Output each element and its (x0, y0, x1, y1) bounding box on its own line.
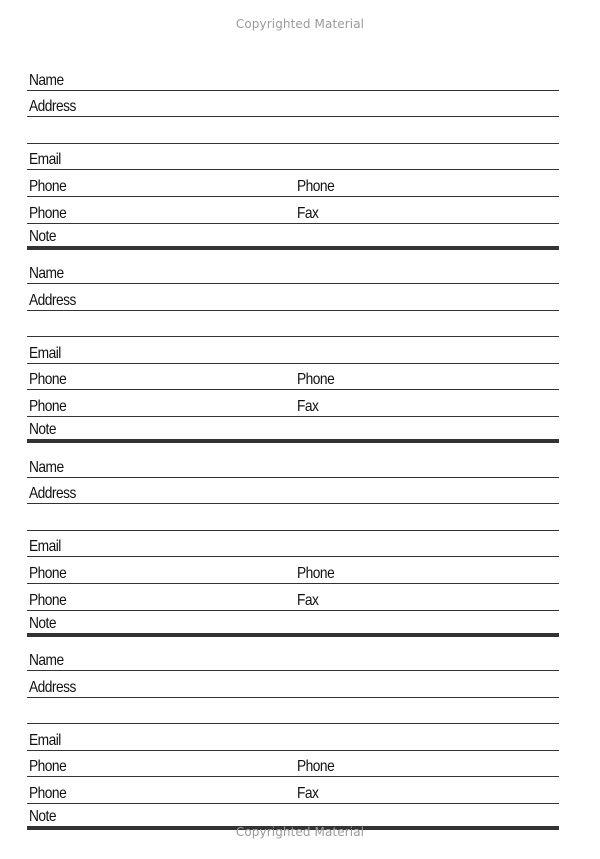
phone-label: Phone (29, 785, 67, 803)
phone-fax-row[interactable] (27, 197, 559, 224)
note-label: Note (29, 421, 57, 439)
name-label: Name (29, 265, 64, 283)
address-book-entries (27, 64, 559, 838)
phone-row[interactable] (27, 751, 559, 778)
contact-entry (27, 64, 559, 258)
email-row[interactable] (27, 724, 559, 751)
phone-fax-row[interactable] (27, 777, 559, 804)
email-row[interactable] (27, 337, 559, 364)
name-row[interactable] (27, 258, 559, 285)
note-row[interactable] (27, 224, 559, 250)
phone-label: Phone (29, 398, 67, 416)
note-label: Note (29, 614, 57, 632)
contact-entry (27, 451, 559, 645)
address-row[interactable] (27, 478, 559, 505)
email-row[interactable] (27, 144, 559, 171)
phone-label: Phone (29, 591, 67, 609)
name-row[interactable] (27, 64, 559, 91)
address-row[interactable] (27, 91, 559, 118)
copyright-watermark-top: Copyrighted Material (235, 17, 365, 31)
name-label: Name (29, 458, 64, 476)
address-line-2-row[interactable] (27, 311, 559, 338)
fax-label: Fax (297, 591, 319, 609)
phone-label-right: Phone (297, 371, 335, 389)
phone-row[interactable] (27, 557, 559, 584)
email-label: Email (29, 344, 61, 362)
address-line-2-row[interactable] (27, 117, 559, 144)
phone-label-right: Phone (297, 177, 335, 195)
address-line-2-row[interactable] (27, 698, 559, 725)
email-row[interactable] (27, 531, 559, 558)
name-row[interactable] (27, 451, 559, 478)
fax-label: Fax (297, 785, 319, 803)
phone-label-right: Phone (297, 758, 335, 776)
phone-label: Phone (29, 177, 67, 195)
note-row[interactable] (27, 417, 559, 443)
address-label: Address (29, 485, 76, 503)
name-label: Name (29, 71, 64, 89)
email-label: Email (29, 731, 61, 749)
address-line-2-row[interactable] (27, 504, 559, 531)
address-label: Address (29, 678, 76, 696)
note-row[interactable] (27, 611, 559, 637)
fax-label: Fax (297, 204, 319, 222)
email-label: Email (29, 151, 61, 169)
name-label: Name (29, 652, 64, 670)
contact-entry (27, 645, 559, 839)
phone-label: Phone (29, 758, 67, 776)
name-row[interactable] (27, 645, 559, 672)
address-row[interactable] (27, 671, 559, 698)
contact-entry (27, 258, 559, 452)
address-label: Address (29, 98, 76, 116)
note-label: Note (29, 227, 57, 245)
phone-label: Phone (29, 564, 67, 582)
phone-row[interactable] (27, 364, 559, 391)
phone-fax-row[interactable] (27, 584, 559, 611)
address-row[interactable] (27, 284, 559, 311)
phone-label-right: Phone (297, 564, 335, 582)
address-label: Address (29, 291, 76, 309)
copyright-watermark-bottom: Copyrighted Material (235, 825, 365, 839)
phone-label: Phone (29, 371, 67, 389)
phone-label: Phone (29, 204, 67, 222)
phone-fax-row[interactable] (27, 390, 559, 417)
phone-row[interactable] (27, 170, 559, 197)
fax-label: Fax (297, 398, 319, 416)
email-label: Email (29, 538, 61, 556)
note-label: Note (29, 808, 57, 826)
